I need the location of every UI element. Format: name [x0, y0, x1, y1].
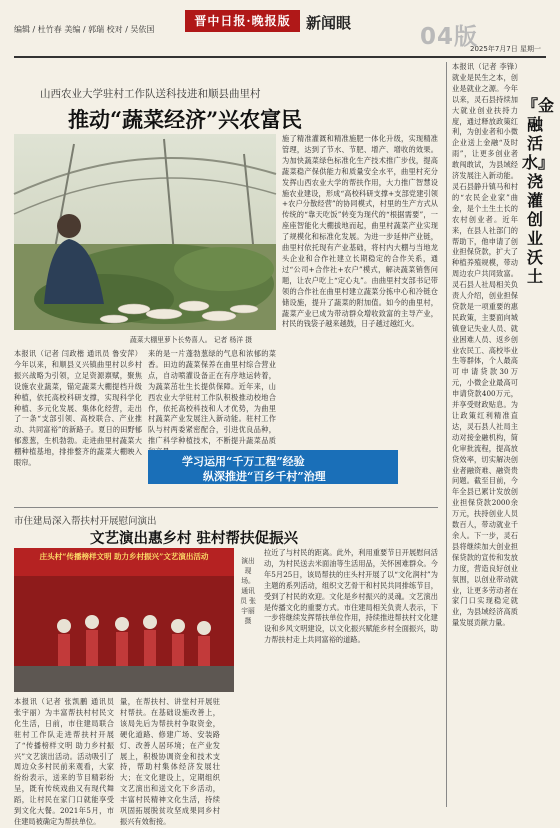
article2-col3: 拉近了与村民的距离。此外，利用重要节日开展慰问活动，为村民送去米面油等生活用品，关怀困难群众。今年5月25日，该局帮扶的庄头村开展了以“文化润村”为主题的系列活动，组织文艺骨干和村民共同排练节目，受到了村民的欢迎。文化是乡村振兴的灵魂。文艺演出是传播文化的重要方式。市住建局相关负责人表示，下一步将继续发挥帮扶单位作用，持续推进帮扶村文化建设和乡风文明建设，以文化振兴赋能乡村全面振兴，助力帮扶村走上共同富裕的道路。 [264, 548, 438, 645]
article1-col1: 本报讯（记者 闫政楷 通讯员 鲁安萍）今年以来，和顺县义兴镇曲里村以乡村振兴战略为引领，立足资源禀赋，聚焦设施农业蔬菜，锚定蔬菜大棚提档升级种植，依托高校科研支撑，实现科学化种植、多元化发展、集体化经营，走出了一条“支部引领、高校联合、产业推动、共同富裕”的新路子。夏日的田野郁郁葱葱，生机勃勃。走进曲里村蔬菜大棚种植基地，排排整齐的蔬菜大棚映入眼帘。 [14, 349, 142, 468]
newspaper-logo: 晋中日报·晚报版 [185, 10, 300, 32]
article2-kicker: 市住建局深入帮扶村开展慰问演出 [14, 516, 157, 527]
article1-title: 推动“蔬菜经济”兴农富民 [68, 107, 303, 132]
article1-col3: 施了精准灌溉和精准施肥一体化升级，实现精准管理，达到了节水、节肥、增产、增收的效果。为加快蔬菜绿色标准化生产技术推广步伐，提高蔬菜稳产保供能力和质量安全水平，曲里村充分发挥山西农业大学的帮扶作用，大力推广智慧设施农业建设，形成“高校科研支撑+支部党建引领+农户分散经营”的协同模式，村里的生产方式从传统的“靠天吃饭”转变为现代的“根据需要”，一座座智能化大棚拔地而起，曲里村蔬菜产业实现了规模化和标准化发展。为进一步延伸产业链，曲里村依托现有产业基础，将村内大棚与当地龙头企业和合作社建立长期稳定的合作关系，通过“公司+合作社+农户”模式，解决蔬菜销售问题，让农户吃上“定心丸”。由曲里村支部书记带领的合作社在曲里村建立蔬菜分拣中心和冷链仓储设施，提升了蔬菜的附加值。如今的曲里村，蔬菜产业已成为带动群众增收致富的主导产业，村民的钱袋子越来越鼓，日子越过越红火。 [282, 134, 438, 329]
article1-photo-caption: 蔬菜大棚里萝卜长势喜人。 记者 杨洋 摄 [130, 336, 253, 344]
page-header [0, 0, 560, 53]
banner-line1: 学习运用“千万工程”经验 [182, 455, 305, 468]
section-name: 新闻眼 [306, 14, 352, 32]
article2-photo [14, 548, 234, 692]
article3-body: 本报讯（记者 李锋）就业是民生之本，创业是就业之源。今年以来，灵石县持续加大就业创业扶持力度，通过释放政策红利，为创业者和小微企业送上金融“及时雨”，让更多创业者敢闯敢试，为县域经济发展注入新动能。灵石县静升镇马和村的“农民企业家”曲金，是个土生土长的农村创业者。近年来，在县人社部门的帮助下，他申请了创业担保贷款，扩大了种植养殖规模，带动周边农户共同致富。灵石县人社局相关负责人介绍，创业担保贷款是一项重要的惠民政策，主要面向城镇登记失业人员、就业困难人员、返乡创业农民工、高校毕业生等群体，个人最高可申请贷款30万元，小微企业最高可申请贷款400万元，并享受财政贴息。为让政策红利精准直达，灵石县人社局主动对接金融机构，简化审批流程，提高放贷效率，切实解决创业者融资难、融资贵问题。截至目前，今年全县已累计发放创业担保贷款2000余万元，扶持创业人员数百人，带动就业千余人。下一步，灵石县将继续加大创业担保贷款的宣传和发放力度，营造良好创业氛围，以创业带动就业，让更多劳动者在家门口实现稳定就业，为县域经济高质量发展贡献力量。 [452, 62, 518, 628]
header-rule [14, 56, 546, 58]
article2-col2: 量，在帮扶村、讲堂村开展驻村帮扶。在基础设施改善上，该局先后为帮扶村争取资金，硬化道路、修建广场、安装路灯、改善人居环境；在产业发展上，积极协调资金和技术支持，帮助村集体经济发展壮大；在文化建设上，定期组织文艺演出和送文化下乡活动，丰富村民精神文化生活，持续巩固拓展脱贫攻坚成果同乡村振兴有效衔接。 [120, 697, 220, 826]
section-divider [14, 507, 438, 508]
banner-line2: 纵深推进“百乡千村”治理 [203, 470, 326, 483]
stage-banner-text: 庄头村“传播榜样文明 助力乡村振兴”文艺演出活动 [39, 552, 209, 561]
page-number: 04版 [420, 24, 479, 50]
article2-col1: 本报讯（记者 张凯鹏 通讯员 张宇丽）为丰富帮扶村村民文化生活，日前，市住建局联合驻村工作队走进帮扶村开展了“传播榜样文明 助力乡村振兴”文艺演出活动。活动吸引了周边众多村民前来观看，大家纷纷表示，送来的节目精彩纷呈，既有传统戏曲又有现代舞蹈，让村民在家门口就能享受到文化大餐。2021年5月，市住建局被确定为帮扶单位。 [14, 697, 114, 826]
article2-title: 文艺演出惠乡村 驻村帮扶促振兴 [90, 530, 299, 547]
issue-date: 2025年7月7日 星期一 [470, 45, 541, 53]
article3-title-part1: 『金融活水』 [522, 96, 555, 172]
column-divider [446, 62, 447, 807]
article3-title [522, 96, 555, 286]
editors-line: 编辑 / 杜竹春 美编 / 郭瑞 校对 / 吴依国 [14, 25, 155, 34]
article1-photo [14, 134, 276, 330]
article1-kicker: 山西农业大学驻村工作队送科技进和顺县曲里村 [40, 88, 261, 100]
article3-title-part2: 浇灌创业沃土 [526, 172, 543, 286]
campaign-banner [148, 450, 398, 484]
article2-photo-caption: 演出现场。 通讯员 张宇丽 摄 [240, 557, 256, 625]
article1-col2: 来的是一片蓬勃葱绿的气息和浓郁的菜香。田边的蔬菜保养在曲里村综合营业点，自动喷灌设备正在有序地运转着，为蔬菜茁壮生长提供保障。近年来，山西农业大学驻村工作队积极推动校地合作，依托高校科技和人才优势，为曲里村蔬菜产业发展注入新动能。驻村工作队与村两委紧密配合，引进优良品种，推广科学种植技术，不断提升蔬菜品质 [148, 349, 276, 446]
